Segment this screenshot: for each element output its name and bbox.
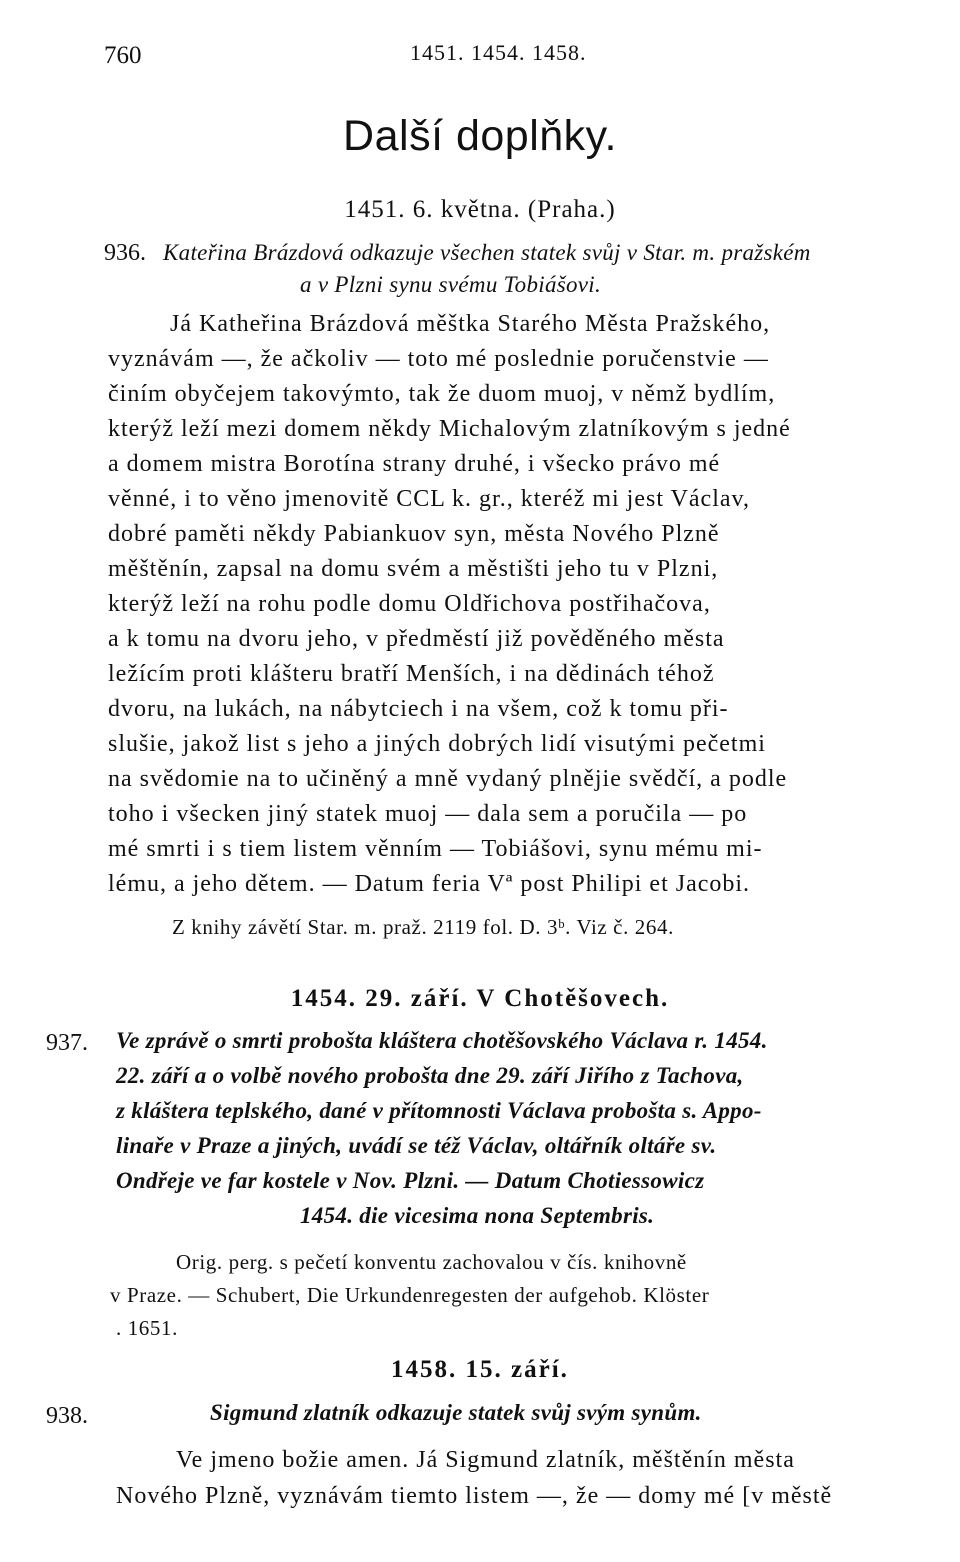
body-line: a k tomu na dvoru jeho, v předměstí již pověděného města — [108, 626, 725, 652]
section-title: Další doplňky. — [343, 112, 617, 160]
entry-summary-line: z kláštera teplského, dané v přítomnosti Václava probošta s. Appo- — [116, 1098, 762, 1123]
entry-number: 937. — [46, 1030, 88, 1056]
entry-summary-line: linaře v Praze a jiných, uvádí se též Václav, oltářník oltáře sv. — [116, 1133, 717, 1158]
entry-summary-line: a v Plzni synu svému Tobiášovi. — [300, 272, 602, 297]
body-line: dvoru, na lukách, na nábytciech i na všem, což k tomu při- — [108, 696, 729, 722]
body-line: lému, a jeho dětem. — Datum feria Vª post Philipi et Jacobi. — [108, 871, 751, 897]
entry-number: 936. — [104, 240, 146, 266]
entry-date: 1451. 6. května. (Praha.) — [344, 196, 616, 223]
body-line: měštěnín, zapsal na domu svém a městišti jeho tu v Plzni, — [108, 556, 719, 582]
body-line: mé smrti i s tiem listem věnním — Tobiášovi, synu mému mi- — [108, 836, 763, 862]
body-line: činím obyčejem takovýmto, tak že duom muoj, v němž bydlím, — [108, 381, 776, 407]
body-line: kterýž leží na rohu podle domu Oldřichova postřihačova, — [108, 591, 711, 617]
body-line: slušie, jakož list s jeho a jiných dobrých lidí visutými pečetmi — [108, 731, 766, 757]
entry-number: 938. — [46, 1403, 88, 1429]
page-number: 760 — [104, 42, 142, 69]
body-line: toho i všecken jiný statek muoj — dala sem a poručila — po — [108, 801, 748, 827]
entry-summary-line: 1454. die vicesima nona Septembris. — [300, 1203, 655, 1228]
entry-summary-line: Kateřina Brázdová odkazuje všechen statek svůj v Star. m. pražském — [163, 240, 811, 265]
body-line: a domem mistra Borotína strany druhé, i všecko právo mé — [108, 451, 721, 477]
body-line: Ve jmeno božie amen. Já Sigmund zlatník, měštěnín města — [176, 1447, 795, 1473]
body-line: věnné, i to věno jmenovitě CCL k. gr., kteréž mi jest Václav, — [108, 486, 750, 512]
entry-date: 1454. 29. září. V Chotěšovech. — [290, 985, 670, 1012]
body-line: Nového Plzně, vyznávám tiemto listem —, že — domy mé [v městě — [116, 1483, 833, 1509]
body-line: ležícím proti klášteru bratří Menších, i na dědinách téhož — [108, 661, 715, 687]
body-line: kterýž leží mezi domem někdy Michalovým zlatníkovým s jedné — [108, 416, 791, 442]
body-line: vyznávám —, že ačkoliv — toto mé poslednie poručenstvie — — [108, 346, 769, 372]
body-line: dobré paměti někdy Pabiankuov syn, města Nového Plzně — [108, 521, 720, 547]
source-citation: Z knihy závětí Star. m. praž. 2119 fol. D. 3ᵇ. Viz č. 264. — [172, 915, 674, 939]
body-line: Já Katheřina Brázdová měštka Starého Města Pražského, — [170, 311, 771, 337]
source-citation-line: v Praze. — Schubert, Die Urkundenregesten der aufgehob. Klöster — [110, 1283, 710, 1307]
entry-date: 1458. 15. září. — [391, 1356, 569, 1383]
source-citation-line: Orig. perg. s pečetí konventu zachovalou v čís. knihovně — [176, 1250, 687, 1274]
entry-summary-line: 22. září a o volbě nového probošta dne 29. září Jiřího z Tachova, — [116, 1063, 744, 1088]
entry-summary-line: Sigmund zlatník odkazuje statek svůj svým synům. — [210, 1400, 702, 1425]
body-line: na svědomie na to učiněný a mně vydaný plnějie svědčí, a podle — [108, 766, 788, 792]
entry-summary-line: Ondřeje ve far kostele v Nov. Plzni. — Datum Chotiessowicz — [116, 1168, 705, 1193]
running-header-years: 1451. 1454. 1458. — [410, 40, 587, 65]
entry-summary-line: Ve zprávě o smrti probošta kláštera chotěšovského Václava r. 1454. — [116, 1028, 768, 1053]
source-citation-line: . 1651. — [116, 1316, 178, 1340]
